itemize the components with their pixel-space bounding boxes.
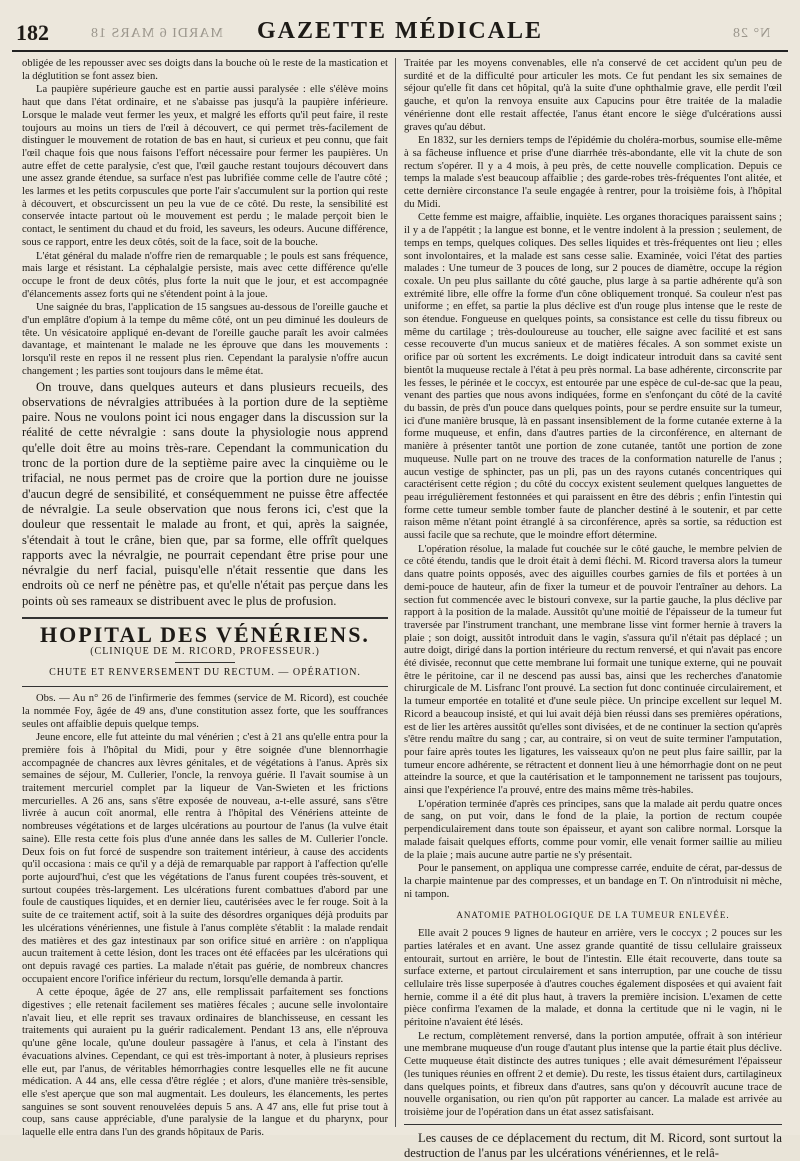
paragraph: L'opération résolue, la malade fut couchée sur le côté gauche, le membre pelvien de ce côté étendu, tandis que le droit était à demi fléchi. M. Ricord traversa alors la tumeur dans quatre points opposés, avec des aiguilles courbes garnies de fils et portées à un demi-pouce de hauteur, afin de fixer la tumeur et de pouvoir l'entraîner au dehors. La section fut commencée avec le bistouri convexe, sur la partie gauche, la plus déclive par rapport à la position de la malade. Aussitôt qu'une moitié de l'épaisseur de la tumeur fut traversée par l'instrument tranchant, une membrane lisse vint former hernie à travers la plaie ; son doigt, aussitôt introduit dans le vagin, s'assura qu'il n'était pas déplacé ; un autre doigt, dirigé dans la portion intérieure du rectum renversé, et qui n'avait pas encore été divisée, reconnut que cette membrane lui formait une tunique externe, qui ne pouvait être le péritoine, car il ne descend pas aussi bas, ainsi que les recherches d'anatomie chirurgicale de M. Lisfranc l'ont prouvé. La section fut donc continuée circulairement, et la tumeur emportée en totalité et d'une seule pièce. Un principe excellent sur lequel M. Ricord a beaucoup insisté, et qui lui avait déjà bien réussi dans ses premières opérations, est de lier les artères aussitôt qu'elles sont divisées, et de ne continuer la section qu'après s'être rendu maître du sang ; car, au contraire, si on veut de suite terminer l'amputation, pour faire après toutes les ligatures, les vaisseaux qu'on ne peut plus faire saillir, par la tumeur encore adhérente, se rétractent et donnent lieu à une hémorrhagie dont on ne peut atteindre la source, et que la cautérisation et le tamponnement ne tarissent pas toujours, ainsi que l'expérience l'a prouvé, entre des mains même très-habiles. — [404, 543, 782, 797]
page-header — [12, 12, 788, 52]
masthead-title: GAZETTE MÉDICALE — [256, 18, 544, 44]
thin-divider — [404, 1124, 782, 1125]
paragraph: L'opération terminée d'après ces principes, sans que la malade ait perdu quatre onces de sang, on put voir, dans le fond de la plaie, la portion de rectum coupée perpendiculairement dans toute son épaisseur, et ayant son calibre normal. Lorsque la malade faisait quelques efforts, comme pour vomir, elle venait former saillie au milieu de la plaie ; mais aucune autre partie ne s'y présentait. — [404, 798, 782, 861]
paragraph: Cette femme est maigre, affaiblie, inquiète. Les organes thoraciques paraissent sains ; il y a de l'appétit ; la langue est bonne, et le ventre indolent à la pression ; seulement, de temps en temps, quelques coliques. Des selles liquides et très-fréquentes ont lieu ; elles sont involontaires, et la malade est sans cesse salie. Examinée, voici l'état des parties malades : Une tumeur de 3 pouces de long, sur 2 pouces de diamètre, occupe la région coxale. Un peu plus saillante du côté gauche, plus large à sa partie adhérente qu'à son extrémité libre, elle offre la forme d'un cône obliquement tronqué. Sa couleur n'est pas uniforme ; en effet, sa partie la plus déclive est d'un rouge plus intense que le reste de son étendue. Fongueuse en quelques points, sa consistance est celle du tissu fibreux ou même du cartilage ; très-douloureuse au toucher, elle saigne avec facilité et est sans cesse recouverte d'un mucus sanieux et de matières fécales. A son sommet existe un orifice par où sortent les excréments. Le doigt indicateur introduit dans sa cavité sent bientôt la muqueuse rectale à l'état à peu près normal. La base adhérente, circonscrite par les fesses, le périnée et le coccyx, est entourée par une espèce de cul-de-sac que la peau, venant des parties que nous avons indiquées, forme en s'enfonçant du côté de la cavité du bassin, de près d'un pouce dans quelques points, pour se perdre ensuite sur la tumeur, ici d'une manière brusque, là en passant insensiblement de la forme cutanée externe à la forme muqueuse, et enfin, dans d'autres parties de la circonférence, en alternant de manière à présenter tantôt une portion de zone cutanée, tantôt une portion de zone muqueuse. Nulle part on ne trouve des traces de la conformation naturelle de l'anus ; aucun vestige de sphincter, pas un pli, pas un des rayons cutanés concentriques qui caractérisent cette région ; du côté du coccyx existent seulement quelques languettes de peau irrégulièrement festonnées et qui paraissent en être des débris ; enfin l'intestin qui forme cette tumeur semble tomber faute de plancher destiné à le soutenir, et par cette raison même n'étant point étranglé à sa circonférence, après sa sortie, sa réduction est aussi facile que sa rechute, que le moindre effort détermine. — [404, 212, 782, 542]
paragraph: obligée de les repousser avec ses doigts dans la bouche où le reste de la mastication et la déglutition se font assez bien. — [22, 58, 388, 82]
thin-divider — [22, 686, 388, 687]
page-number: 182 — [16, 20, 49, 45]
paragraph: Le rectum, complètement renversé, dans la portion amputée, offrait à son intérieur une membrane muqueuse d'un rouge d'autant plus intense que la partie était plus déclive. Cette muqueuse était distincte des autres tuniques ; elle avait démesurément l'épaisseur (les tuniques réunies en offrent 2 et demie). Du reste, les tissus étaient durs, cartilagineux dans quelques points, et fibreux dans d'autres, sans qu'on y découvrît aucune trace de nouvelle organisation, ou rien qu'on pût rapporter au cancer. La malade est arrivée au troisième jour de l'opération dans un état assez satisfaisant. — [404, 1030, 782, 1118]
section-title: HOPITAL DES VÉNÉRIENS. — [40, 622, 370, 648]
right-column — [404, 58, 782, 1160]
paragraph: Pour le pansement, on appliqua une compresse carrée, enduite de cérat, par-dessus de la charpie maintenue par des compresses, et un bandage en T. On n'introduisit ni mèche, ni tampon. — [404, 863, 782, 900]
left-column — [22, 58, 388, 1139]
section-divider — [22, 617, 388, 619]
paragraph: Elle avait 2 pouces 9 lignes de hauteur en arrière, vers le coccyx ; 2 pouces sur les parties latérales et en avant. Une assez grande quantité de tissu cellulaire graisseux entourait, surtout en arrière, le bout de l'intestin. Elle était recouverte, dans toute sa surface externe, et partout circulairement et sans interruption, par une couche de tissu cellulaire très lisse superposée à d'autres couches également disposées et qui avaient fait hernie, comme il a été dit plus haut, à travers la première incision. L'examen de cette pièce confirma l'examen de la malade, et donna la certitude que ni le vagin, ni le péritoine n'avaient été lésés. — [404, 928, 782, 1029]
paragraph: L'état général du malade n'offre rien de remarquable ; le pouls est sans fréquence, mais large et résistant. La céphalalgie persiste, mais avec cette différence qu'elle occupe le front de deux côtés, plus forte la nuit que le jour, et est accompagnée d'élancements assez forts qui ne s'étendent point à la joue. — [22, 250, 388, 300]
paragraph: A cette époque, âgée de 27 ans, elle remplissait parfaitement ses fonctions digestives ; elle retenait facilement ses matières fécales ; aucune selle involontaire n'avait lieu, et elle reprit ses travaux ordinaires de blanchisseuse, en cessant les traitements qui auraient pu la guérir radicalement. Pendant 13 ans, elle n'éprouva qu'une gêne locale, qu'une douleur passagère à l'anus, et cela à l'instant des évacuations alvines. Cependant, ce qui est très-important à noter, à plusieurs reprises elle eut, par l'anus, de véritables hémorrhagies contre lesquelles elle ne fit aucune médication. A 44 ans, elle cessa d'être réglée ; et alors, d'une manière très-sensible, elle s'est aperçue que son mal augmentait. Les douleurs, les élancements, les pertes sanguines se sont souvent renouvelées depuis 5 ans. A 47 ans, elle fut prise tout à coup, sans cause appréciable, d'une paralysie de la langue et du pharynx, pour laquelle elle entra dans l'un des grands hôpitaux de Paris. — [22, 987, 388, 1139]
paragraph: Jeune encore, elle fut atteinte du mal vénérien ; c'est à 21 ans qu'elle entra pour la première fois à l'hôpital du Midi, pour y être soignée d'une blennorrhagie accompagnée de chancres aux lèvres génitales, et de végétations à l'anus. Après six semaines de séjour, M. Cullerier, l'oncle, la renvoya guérie. Il l'avait soumise à un traitement mercuriel complet par la liqueur de Van-Swieten et les frictions mercurielles. A 26 ans, sans s'être exposée de nouveau, a-t-elle assuré, sans s'être livrée à aucun coït anormal, elle rentra à l'hôpital des Vénériens atteinte de nombreuses végétations et de larges ulcérations au pourtour de l'anus (la vulve était saine). Elle resta cette fois plus d'une année dans les salles de M. Cullerier l'oncle. Deux fois on fut forcé de suspendre son traitement intérieur, à cause des accidents qu'il occasiona : mais ce qu'il y a déjà de remarquable par rapport à l'affection qu'elle porte aujourd'hui, c'est que les végétations de l'anus furent coupées très-souvent, et surtout coupées très-largement. Les ulcérations furent combattues d'abord par une foule de caustiques liquides, et en dernier lieu, cautérisées avec le fer rouge. Soit à la suite de ce traitement actif, soit à la suite des désordres organiques déjà produits par les ulcérations vénériennes, une fistule à l'anus complète s'établit : la malade rendait des matières et des gaz intestinaux par son orifice situé en arrière : on n'appliqua aucun traitement à cette lésion, dont les traces ont été effacées par les ulcérations qui ont depuis ravagé ces parties. La malade n'était pas guérie, de nombreux chancres occupaient encore l'orifice inférieur du rectum, lorsqu'elle demanda à partir. — [22, 732, 388, 985]
column-divider — [395, 58, 396, 1127]
paragraph: Une saignée du bras, l'application de 15 sangsues au-dessous de l'oreille gauche et d'un emplâtre d'opium à la tempe du même côté, ont un peu diminué les douleurs de tête. Un vésicatoire appliqué en-devant de l'oreille gauche paraît les avoir calmées davantage, et maintenant le malade ne les éprouve que dans les mouvements : lorsqu'il reste en repos il ne ressent plus rien. Cependant la paralysie n'offre aucun changement ; les parties sont toujours dans le même état. — [22, 302, 388, 377]
paragraph-large: Les causes de ce déplacement du rectum, dit M. Ricord, sont surtout la destruction de l'anus par les ulcérations vénériennes, et le relâ- — [404, 1130, 782, 1160]
paragraph: En 1832, sur les derniers temps de l'épidémie du choléra-morbus, soumise elle-même à sa fâcheuse influence et prise d'une diarrhée très-abondante, elle vit la chute de son rectum s'opérer. Il y a 4 mois, à peu près, de cette nouvelle complication. Depuis ce temps la malade s'est beaucoup affaiblie ; des garde-robes très-fréquentes l'ont alitée, et cette dernière circonstance l'a seule engagée à rentrer, pour la troisième fois, à l'hôpital du Midi. — [404, 135, 782, 210]
subsection-title: ANATOMIE PATHOLOGIQUE DE LA TUMEUR ENLEVÉE. — [456, 910, 730, 921]
short-divider — [175, 662, 235, 663]
paragraph-large: On trouve, dans quelques auteurs et dans plusieurs recueils, des observations de névralgies attribuées à la portion dure de la septième paire. Nous ne voulons point ici nous engager dans la discussion sur la réalité de cette névralgie : sans doute la physiologie nous apprend qu'elle doit être au moins très-rare. Cependant la communication du tronc de la portion dure de la septième paire avec la cinquième ou le trifacial, ne nous permet pas de croire que la portion dure ne jouisse d'aucun degré de sensibilité, et conséquemment ne puisse être affectée de névralgie. La seule observation que nous ferons ici, c'est que la douleur que ressentait le malade au front, et qui, après la saignée, s'étendait à tout le crâne, bien que, par sa forme, elle offrît quelques rapports avec la névralgie, ne pourrait cependant être prise pour une névralgie du nerf facial, puisqu'elle n'était ressentie que dans les endroits où ce nerf ne pénètre pas, et qu'elle n'était pas perçue dans les points où ses rameaux se distribuent avec le plus de profusion. — [22, 379, 388, 608]
paragraph: La paupière supérieure gauche est en partie aussi paralysée : elle s'élève moins haut que dans l'état ordinaire, et ne s'abaisse pas jusqu'à la paupière inférieure. Lorsque le malade veut fermer les yeux, et malgré les efforts qu'il peut faire, il reste toujours au moins un tiers de l'œil à découvert, ce qui permet très-facilement de distinguer le mouvement de rotation de bas en haut, si curieux et peu connu, que fait l'œil chaque fois que nous faisons l'effort nécessaire pour fermer les paupières. Un autre effet de cette paralysie, c'est que, l'œil gauche restant toujours découvert dans une assez grande étendue, sa surface n'est pas lubrifiée comme celle de l'autre côté ; les larmes et les petits corpuscules que porte l'air s'accumulent sur la portion qui reste à découvert, et obscurcissent un peu la vue de ce côté. Du reste, la sensibilité est conservée intacte partout où le mouvement est perdu ; le malade perçoit bien le contact, le sentiment du chaud et du froid, les saveurs, les odeurs. Aucune différence, sous ce rapport, entre les deux côtés, soit de la face, soit de la bouche. — [22, 84, 388, 248]
paragraph: Obs. — Au n° 26 de l'infirmerie des femmes (service de M. Ricord), est couchée la nommée Foy, âgée de 49 ans, d'une constitution assez forte, que les souffrances seules ont affaiblie depuis quelque temps. — [22, 693, 388, 730]
section-subtitle: CHUTE ET RENVERSEMENT DU RECTUM. — OPÉRATION. — [49, 667, 361, 679]
bleed-through-number: N° 28 — [732, 26, 771, 41]
bleed-through-text: MARDI 6 MARS 18 — [90, 26, 223, 41]
section-byline: (CLINIQUE DE M. RICORD, PROFESSEUR.) — [90, 645, 320, 657]
paragraph: Traitée par les moyens convenables, elle n'a conservé de cet accident qu'un peu de surdité et de la difficulté pour articuler les mots. Ce fut pendant les six semaines de séjour qu'elle fit dans cet hôpital, qu'à la suite d'une ophthalmie grave, elle perdit l'œil gauche, et qu'on la renvoya ensuite aux Capucins pour être traitée de la maladie vénérienne dont elle restait affectée, l'anus étant encore le siège d'ulcérations aussi graves qu'au début. — [404, 58, 782, 133]
